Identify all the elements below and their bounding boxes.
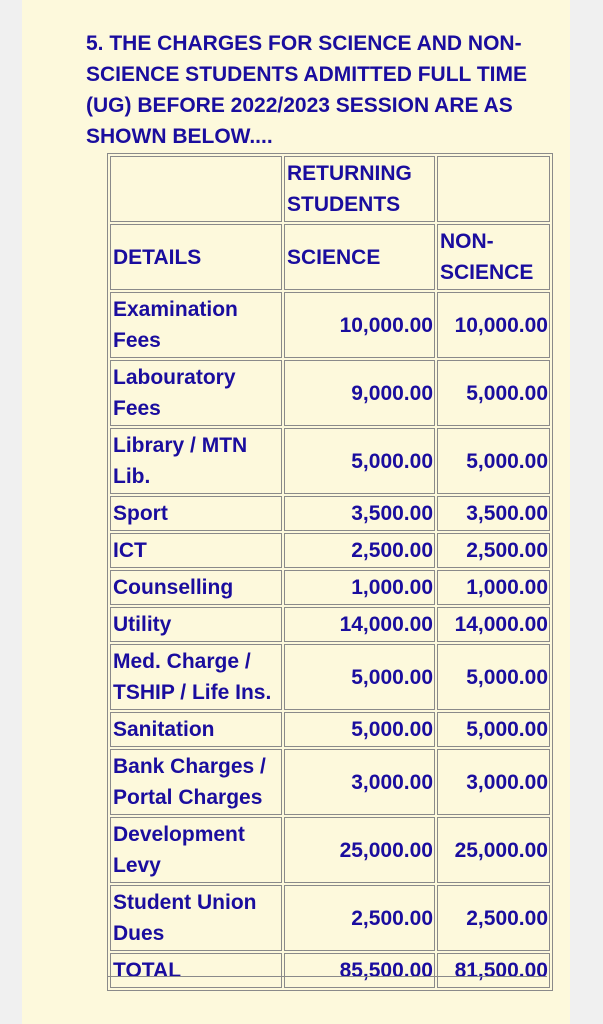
header-science: SCIENCE [284, 224, 435, 290]
header-empty-cell [437, 156, 550, 222]
header-returning-students: RETURNING STUDENTS [284, 156, 435, 222]
total-label: TOTAL [110, 953, 282, 988]
row-science-amount: 5,000.00 [284, 644, 435, 710]
table-row [110, 292, 550, 358]
row-science-amount: 2,500.00 [284, 885, 435, 951]
row-non-science-amount: 2,500.00 [437, 533, 550, 568]
row-science-amount: 25,000.00 [284, 817, 435, 883]
row-detail: Student Union Dues [110, 885, 282, 951]
table-row [110, 533, 550, 568]
total-non-science-amount: 81,500.00 [437, 953, 550, 988]
header-non-science: NON-SCIENCE [437, 224, 550, 290]
row-science-amount: 2,500.00 [284, 533, 435, 568]
row-detail: Med. Charge / TSHIP / Life Ins. [110, 644, 282, 710]
row-detail: Labouratory Fees [110, 360, 282, 426]
row-non-science-amount: 2,500.00 [437, 885, 550, 951]
row-science-amount: 1,000.00 [284, 570, 435, 605]
row-non-science-amount: 1,000.00 [437, 570, 550, 605]
row-science-amount: 5,000.00 [284, 712, 435, 747]
table-row [110, 885, 550, 951]
row-detail: Development Levy [110, 817, 282, 883]
table-row [110, 749, 550, 815]
table-total-row [110, 953, 550, 988]
total-science-amount: 85,500.00 [284, 953, 435, 988]
row-non-science-amount: 25,000.00 [437, 817, 550, 883]
row-detail: Sport [110, 496, 282, 531]
row-non-science-amount: 5,000.00 [437, 712, 550, 747]
row-non-science-amount: 5,000.00 [437, 428, 550, 494]
header-details: DETAILS [110, 224, 282, 290]
row-science-amount: 3,500.00 [284, 496, 435, 531]
row-science-amount: 5,000.00 [284, 428, 435, 494]
row-detail: ICT [110, 533, 282, 568]
row-non-science-amount: 10,000.00 [437, 292, 550, 358]
row-science-amount: 14,000.00 [284, 607, 435, 642]
row-detail: Utility [110, 607, 282, 642]
table-row [110, 496, 550, 531]
table-row [110, 644, 550, 710]
row-science-amount: 3,000.00 [284, 749, 435, 815]
row-detail: Sanitation [110, 712, 282, 747]
row-non-science-amount: 3,000.00 [437, 749, 550, 815]
charges-table [107, 153, 553, 991]
table-header-row [110, 224, 550, 290]
table-row [110, 817, 550, 883]
table-header-row [110, 156, 550, 222]
row-detail: Counselling [110, 570, 282, 605]
section-heading: 5. THE CHARGES FOR SCIENCE AND NON-SCIENCE STUDENTS ADMITTED FULL TIME (UG) BEFORE 2022/2023 SESSION ARE AS SHOWN BELOW.... [86, 32, 527, 148]
header-empty-cell [110, 156, 282, 222]
row-non-science-amount: 3,500.00 [437, 496, 550, 531]
table-row [110, 607, 550, 642]
table-row [110, 712, 550, 747]
table-bottom-border [107, 976, 547, 979]
row-science-amount: 10,000.00 [284, 292, 435, 358]
row-detail: Bank Charges / Portal Charges [110, 749, 282, 815]
table-row [110, 360, 550, 426]
table-row [110, 570, 550, 605]
row-non-science-amount: 14,000.00 [437, 607, 550, 642]
row-science-amount: 9,000.00 [284, 360, 435, 426]
row-non-science-amount: 5,000.00 [437, 360, 550, 426]
table-row [110, 428, 550, 494]
row-detail: Library / MTN Lib. [110, 428, 282, 494]
row-detail: Examination Fees [110, 292, 282, 358]
row-non-science-amount: 5,000.00 [437, 644, 550, 710]
